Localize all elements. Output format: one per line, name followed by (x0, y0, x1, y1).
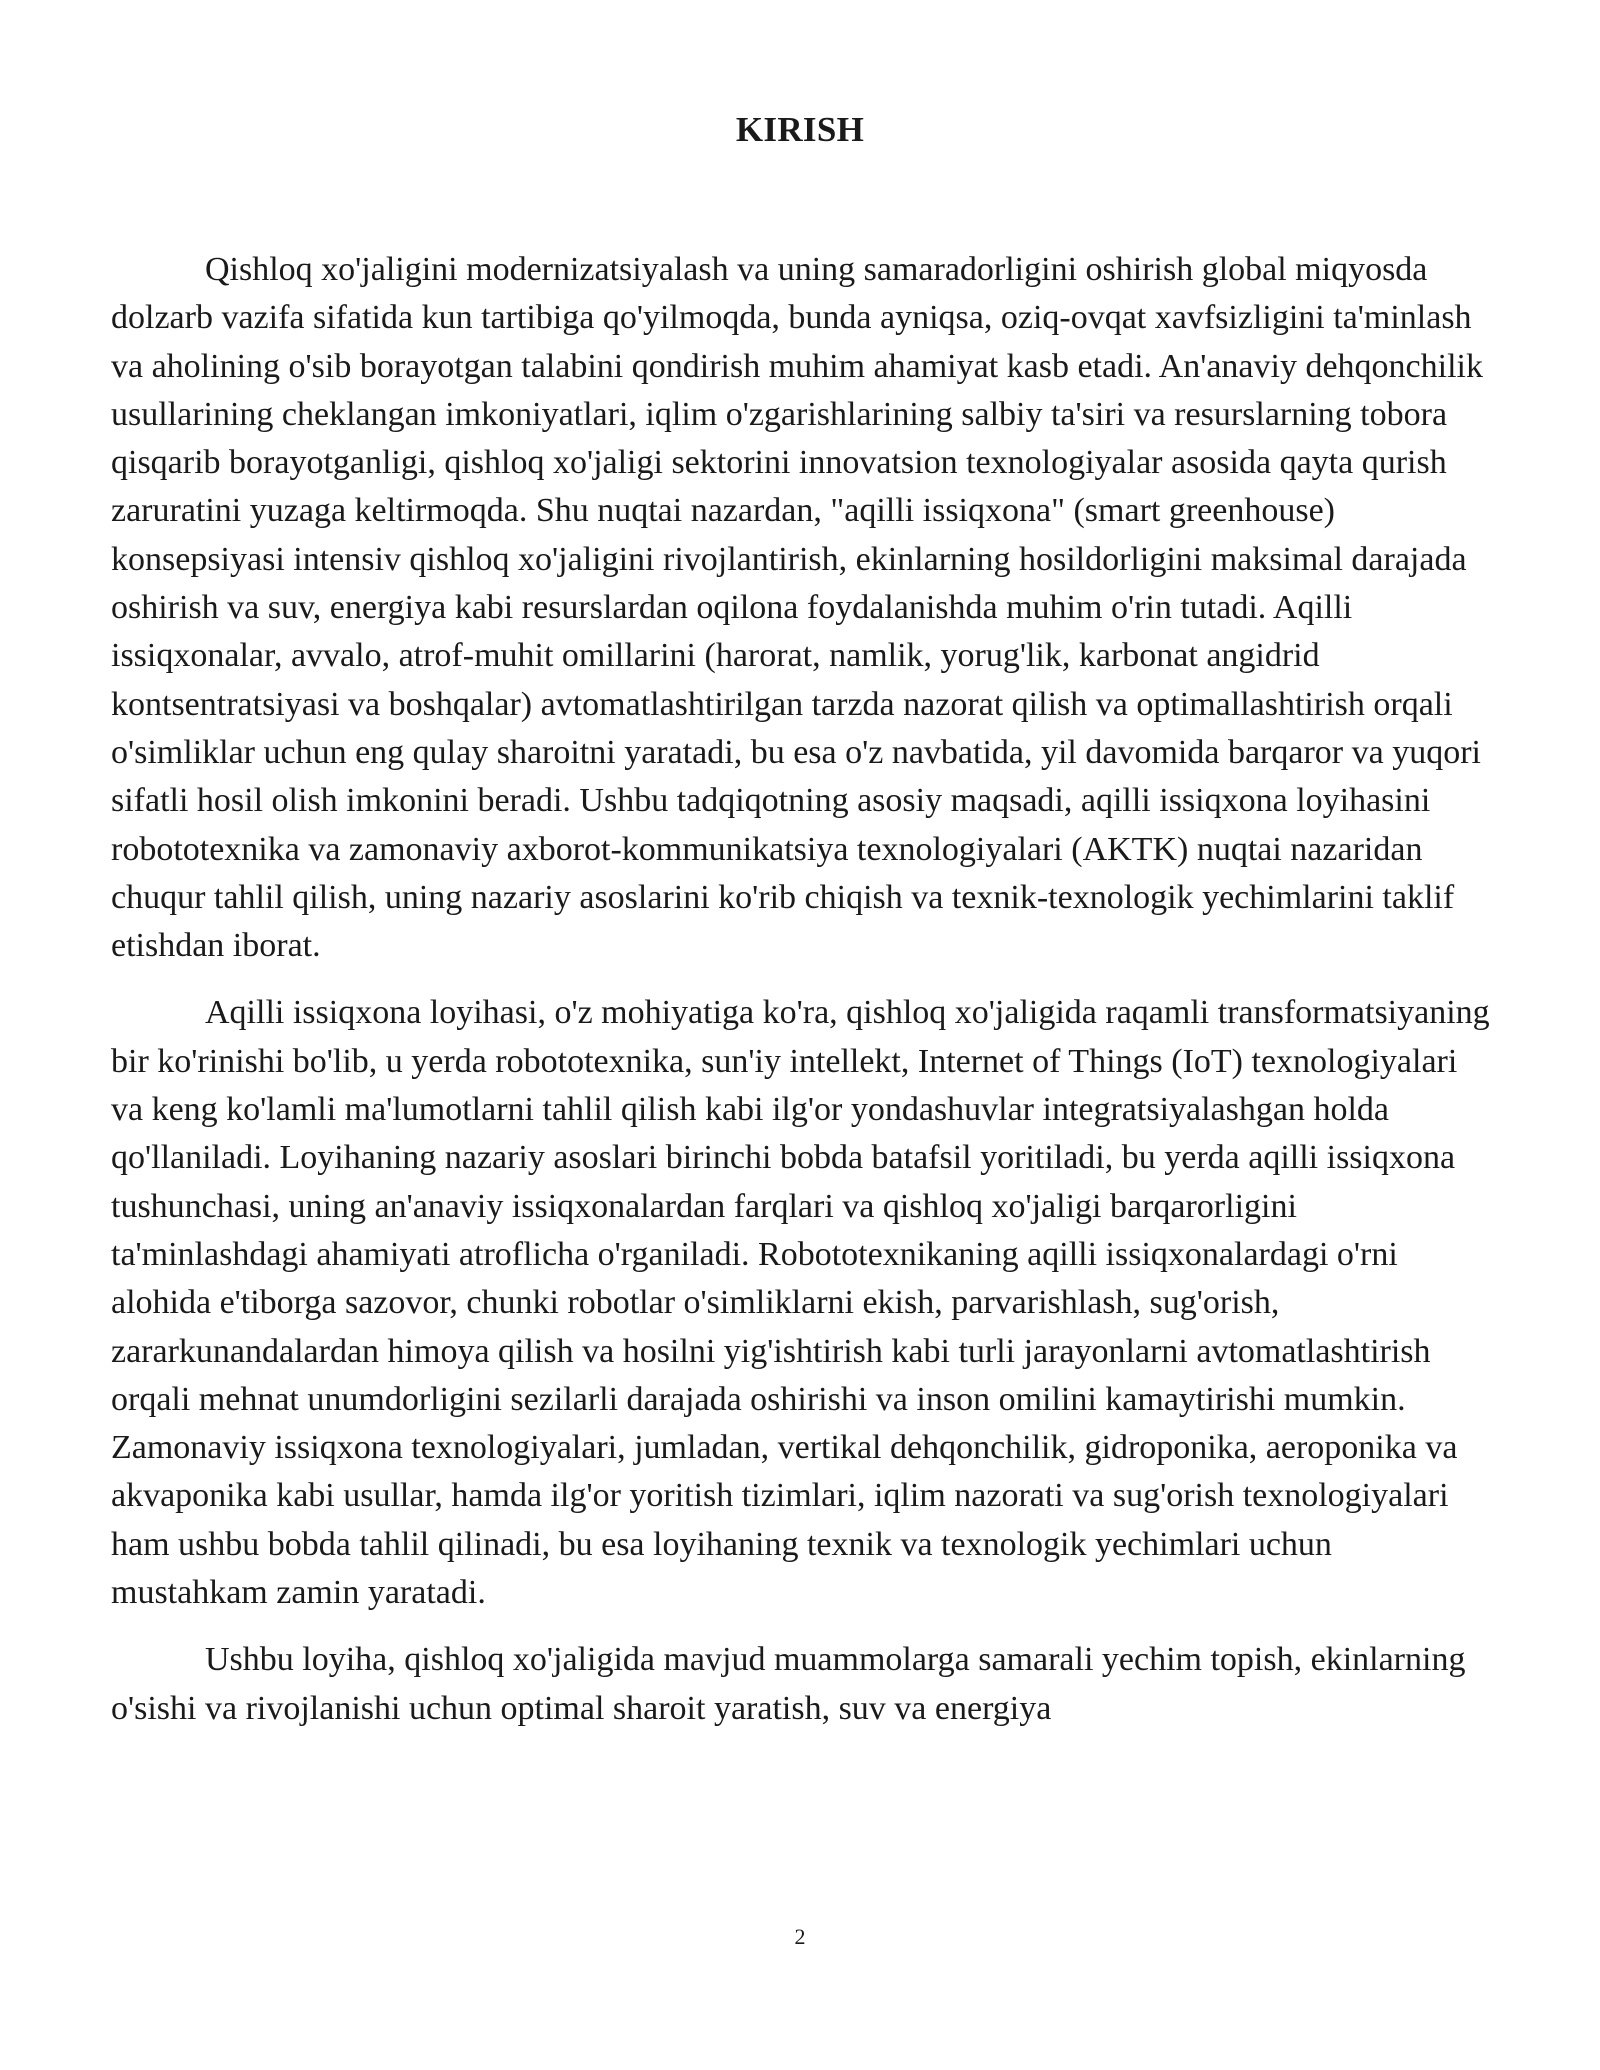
page-number: 2 (794, 1924, 806, 1949)
paragraph-2: Aqilli issiqxona loyihasi, o'z mohiyatiga ko'ra, qishloq xo'jaligida raqamli transformatsiyaning bir ko'rinishi bo'lib, u yerda robototexnika, sun'iy intellekt, Internet of Things (IoT) texnologiyalari va keng ko'lamli ma'lumotlarni tahlil qilish kabi ilg'or yondashuvlar integratsiyalashgan holda qo'llaniladi. Loyihaning nazariy asoslari birinchi bobda batafsil yoritiladi, bu yerda aqilli issiqxona tushunchasi, uning an'anaviy issiqxonalardan farqlari va qishloq xo'jaligi barqarorligini ta'minlashdagi ahamiyati atroflicha o'rganiladi. Robototexnikaning aqilli issiqxonalardagi o'rni alohida e'tiborga sazovor, chunki robotlar o'simliklarni ekish, parvarishlash, sug'orish, zararkunandalardan himoya qilish va hosilni yig'ishtirish kabi turli jarayonlarni avtomatlashtirish orqali mehnat unumdorligini sezilarli darajada oshirishi va inson omilini kamaytirishi mumkin. Zamonaviy issiqxona texnologiyalari, jumladan, vertikal dehqonchilik, gidroponika, aeroponika va akvaponika kabi usullar, hamda ilg'or yoritish tizimlari, iqlim nazorati va sug'orish texnologiyalari ham ushbu bobda tahlil qilinadi, bu esa loyihaning texnik va texnologik yechimlari uchun mustahkam zamin yaratadi. (111, 994, 1490, 1612)
paragraph-1: Qishloq xo'jaligini modernizatsiyalash va uning samaradorligini oshirish global miqyosda dolzarb vazifa sifatida kun tartibiga qo'yilmoqda, bunda ayniqsa, oziq-ovqat xavfsizligini ta'minlash va aholining o'sib borayotgan talabini qondirish muhim ahamiyat kasb etadi. An'anaviy dehqonchilik usullarining cheklangan imkoniyatlari, iqlim o'zgarishlarining salbiy ta'siri va resurslarning tobora qisqarib borayotganligi, qishloq xo'jaligi sektorini innovatsion texnologiyalar asosida qayta qurish zaruratini yuzaga keltirmoqda. Shu nuqtai nazardan, "aqilli issiqxona" (smart greenhouse) konsepsiyasi intensiv qishloq xo'jaligini rivojlantirish, ekinlarning hosildorligini maksimal darajada oshirish va suv, energiya kabi resurslardan oqilona foydalanishda muhim o'rin tutadi. Aqilli issiqxonalar, avvalo, atrof-muhit omillarini (harorat, namlik, yorug'lik, karbonat angidrid kontsentratsiyasi va boshqalar) avtomatlashtirilgan tarzda nazorat qilish va optimallashtirish orqali o'simliklar uchun eng qulay sharoitni yaratadi, bu esa o'z navbatida, yil davomida barqaror va yuqori sifatli hosil olish imkonini beradi. Ushbu tadqiqotning asosiy maqsadi, aqilli issiqxona loyihasini robototexnika va zamonaviy axborot-kommunikatsiya texnologiyalari (AKTK) nuqtai nazaridan chuqur tahlil qilish, uning nazariy asoslarini ko'rib chiqish va texnik-texnologik yechimlarini taklif etishdan iborat. (111, 251, 1483, 965)
page-title: KIRISH (735, 110, 865, 149)
paragraph-3: Ushbu loyiha, qishloq xo'jaligida mavjud muammolarga samarali yechim topish, ekinlarning o'sishi va rivojlanishi uchun optimal sharoit yaratish, suv va energiya (111, 1641, 1466, 1727)
document-body (111, 246, 1491, 1752)
